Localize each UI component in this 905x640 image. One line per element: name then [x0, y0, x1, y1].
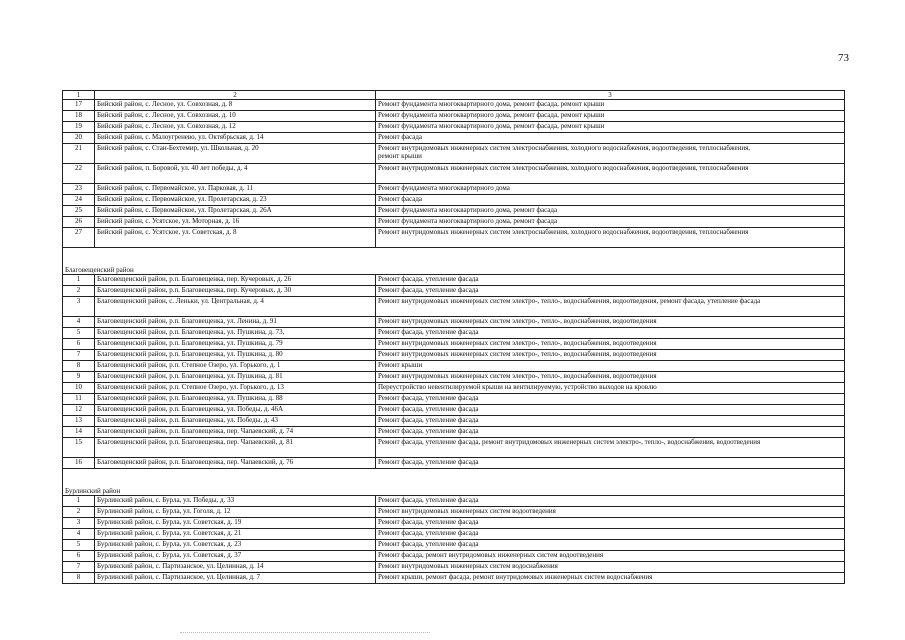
row-number: 16 [63, 458, 95, 469]
row-number: 7 [63, 562, 95, 573]
row-number: 25 [63, 206, 95, 217]
table-row [63, 184, 845, 195]
row-works [376, 286, 845, 297]
row-works [376, 317, 845, 328]
table-row [63, 228, 845, 248]
row-works [376, 383, 845, 394]
table-row [63, 438, 845, 458]
row-number: 12 [63, 405, 95, 416]
row-works-text: Ремонт внутридомовых инженерных систем электро-, тепло-, водоснабжения, водоотведения [378, 317, 657, 326]
row-works [376, 361, 845, 372]
row-address: Бурлинский район, с. Партизанское, ул. Целинная, д. 7 [95, 573, 376, 584]
row-address: Благовещенский район, р.п. Благовещенка, ул. Пушкина, д. 79 [95, 339, 376, 350]
row-number: 4 [63, 529, 95, 540]
row-works [376, 458, 845, 469]
row-works-text: Ремонт внутридомовых инженерных систем электроснабжения, холодного водоснабжения, водоотведения, теплоснабжения [378, 228, 749, 237]
row-works-text: Ремонт фундамента многоквартирного дома [378, 184, 510, 193]
table-row [63, 164, 845, 184]
row-works-text: Ремонт фасада, утепление фасада [378, 286, 479, 295]
row-address: Благовещенский район, с. Леньки, ул. Центральная, д. 4 [95, 297, 376, 317]
row-works [376, 551, 845, 562]
row-address: Благовещенский район, р.п. Благовещенка, ул. Пушкина, д. 81 [95, 372, 376, 383]
row-works-text: Ремонт фасада, утепление фасада, ремонт внутридомовых инженерных систем электро-, тепло-, водоснабжения, водоотведения [378, 438, 761, 447]
table-row [63, 361, 845, 372]
row-works-text: Ремонт внутридомовых инженерных систем электро-, тепло-, водоснабжения, водоотведения, ремонт фасада, утепление фасада [378, 297, 761, 306]
table-header-row [63, 91, 845, 100]
table-row [63, 551, 845, 562]
row-address: Бийский район, с. Лесное, ул. Совхозная, д. 12 [95, 122, 376, 133]
row-works-text: Ремонт крыши [378, 361, 423, 370]
table-row [63, 206, 845, 217]
row-works-text: Ремонт фундамента многоквартирного дома, ремонт фасада, ремонт крыши [378, 111, 605, 120]
row-works [376, 228, 845, 248]
row-number: 23 [63, 184, 95, 195]
row-address: Благовещенский район, р.п. Благовещенка, ул. Победы, д. 43 [95, 416, 376, 427]
row-works [376, 328, 845, 339]
row-works [376, 518, 845, 529]
row-works-text: Ремонт внутридомовых инженерных систем электроснабжения, холодного водоснабжения, водоотведения, теплоснабжения, [378, 144, 751, 153]
row-number: 19 [63, 122, 95, 133]
row-works-text: Ремонт внутридомовых инженерных систем водоотведения [378, 507, 556, 516]
header-col-number: 1 [63, 91, 95, 100]
row-works-text: Ремонт фасада, утепление фасада [378, 496, 479, 505]
row-works-text: Ремонт фасада, утепление фасада [378, 405, 479, 414]
row-number: 21 [63, 144, 95, 164]
table-row [63, 416, 845, 427]
row-number: 3 [63, 297, 95, 317]
row-address: Благовещенский район, р.п. Благовещенка, пер. Чапаевский, д. 81 [95, 438, 376, 458]
row-number: 11 [63, 394, 95, 405]
row-number: 1 [63, 275, 95, 286]
row-number: 9 [63, 372, 95, 383]
row-address: Бийский район, с. Первомайское, ул. Пролетарская, д. 26А [95, 206, 376, 217]
table-row [63, 286, 845, 297]
row-works [376, 405, 845, 416]
row-works-text: Ремонт фундамента многоквартирного дома, ремонт фасада [378, 206, 558, 215]
row-number: 14 [63, 427, 95, 438]
row-works-text: Ремонт внутридомовых инженерных систем электро-, тепло-, водоснабжения, водоотведения [378, 372, 657, 381]
table-row [63, 350, 845, 361]
row-works [376, 562, 845, 573]
row-address: Благовещенский район, р.п. Благовещенка, ул. Победы, д. 46А [95, 405, 376, 416]
row-number: 18 [63, 111, 95, 122]
table-row [63, 217, 845, 228]
row-number: 5 [63, 328, 95, 339]
row-number: 6 [63, 551, 95, 562]
row-address: Бийский район, с. Стан-Бехтемир, ул. Школьная, д. 20 [95, 144, 376, 164]
row-number: 2 [63, 507, 95, 518]
table-row [63, 562, 845, 573]
row-works [376, 339, 845, 350]
row-address: Бурлинский район, с. Партизанское, ул. Целинная, д. 14 [95, 562, 376, 573]
row-number: 7 [63, 350, 95, 361]
row-works [376, 275, 845, 286]
row-address: Бийский район, с. Первомайское, ул. Пролетарская, д. 23 [95, 195, 376, 206]
table-body [63, 91, 845, 584]
table-row [63, 405, 845, 416]
row-number: 8 [63, 361, 95, 372]
row-works-text: Ремонт фасада, утепление фасада [378, 529, 479, 538]
row-number: 27 [63, 228, 95, 248]
row-works-text: Ремонт фундамента многоквартирного дома, ремонт фасада, ремонт крыши [378, 100, 605, 109]
row-works-text: Ремонт внутридомовых инженерных систем водоснабжения [378, 562, 558, 571]
scan-artifact-line [180, 632, 430, 634]
table-row [63, 573, 845, 584]
row-address: Бийский район, п. Боровой, ул. 40 лет победы, д. 4 [95, 164, 376, 184]
row-works [376, 122, 845, 133]
table-row [63, 383, 845, 394]
row-address: Бийский район, с. Лесное, ул. Совхозная, д. 10 [95, 111, 376, 122]
row-works [376, 133, 845, 144]
table-row [63, 529, 845, 540]
table-row [63, 100, 845, 111]
row-works [376, 217, 845, 228]
row-number: 3 [63, 518, 95, 529]
row-works-text-continued: ремонт крыши [378, 152, 422, 161]
row-number: 22 [63, 164, 95, 184]
row-works-text: Ремонт фасада, утепление фасада [378, 458, 479, 467]
section-header-row [63, 469, 845, 496]
row-works-text: Ремонт фасада, утепление фасада [378, 394, 479, 403]
row-address: Бурлинский район, с. Бурла, ул. Советская, д. 23 [95, 540, 376, 551]
table-row [63, 339, 845, 350]
row-number: 4 [63, 317, 95, 328]
row-address: Благовещенский район, р.п. Степное Озеро, ул. Горького, д. 1 [95, 361, 376, 372]
row-works [376, 394, 845, 405]
table-row [63, 317, 845, 328]
row-works-text: Ремонт фасада, утепление фасада [378, 328, 479, 337]
row-address: Бурлинский район, с. Бурла, ул. Советская, д. 19 [95, 518, 376, 529]
table-row [63, 394, 845, 405]
row-works [376, 416, 845, 427]
row-number: 5 [63, 540, 95, 551]
header-col-works: 3 [376, 91, 845, 100]
row-number: 15 [63, 438, 95, 458]
table-row [63, 195, 845, 206]
table-row [63, 144, 845, 164]
row-works-text: Ремонт фасада, утепление фасада [378, 416, 479, 425]
row-address: Благовещенский район, р.п. Благовещенка, ул. Пушкина, д. 88 [95, 394, 376, 405]
section-title: Благовещенский район [63, 248, 845, 275]
row-number: 13 [63, 416, 95, 427]
table-row [63, 297, 845, 317]
row-works-text: Ремонт фундамента многоквартирного дома, ремонт фасада [378, 217, 558, 226]
row-address: Бурлинский район, с. Бурла, ул. Советская, д. 37 [95, 551, 376, 562]
row-address: Благовещенский район, р.п. Благовещенка, ул. Пушкина, д. 80 [95, 350, 376, 361]
row-works [376, 297, 845, 317]
row-address: Благовещенский район, р.п. Благовещенка, ул. Ленина, д. 91 [95, 317, 376, 328]
row-number: 8 [63, 573, 95, 584]
table-row [63, 458, 845, 469]
row-number: 20 [63, 133, 95, 144]
row-works-text: Ремонт фасада [378, 133, 423, 142]
row-works [376, 507, 845, 518]
row-works-text: Ремонт крыши, ремонт фасада, ремонт внутридомовых инженерных систем водоснабжения [378, 573, 653, 582]
row-works-text: Ремонт фундамента многоквартирного дома, ремонт фасада, ремонт крыши [378, 122, 605, 131]
row-works [376, 144, 845, 164]
row-works-text: Ремонт фасада, утепление фасада [378, 540, 479, 549]
table-row [63, 540, 845, 551]
row-works [376, 372, 845, 383]
row-works [376, 496, 845, 507]
table-row [63, 133, 845, 144]
row-address: Благовещенский район, р.п. Благовещенка, пер. Чапаевский, д. 76 [95, 458, 376, 469]
row-number: 24 [63, 195, 95, 206]
row-address: Бийский район, с. Усятское, ул. Моторная, д. 16 [95, 217, 376, 228]
row-number: 1 [63, 496, 95, 507]
row-works-text: Ремонт фасада, ремонт внутридомовых инженерных систем водоотведения [378, 551, 604, 560]
table-row [63, 427, 845, 438]
row-address: Благовещенский район, р.п. Благовещенка, ул. Пушкина, д. 73, [95, 328, 376, 339]
row-works [376, 573, 845, 584]
row-works [376, 427, 845, 438]
row-number: 26 [63, 217, 95, 228]
row-address: Бурлинский район, с. Бурла, ул. Советская, д. 21 [95, 529, 376, 540]
section-title: Бурлинский район [63, 469, 845, 496]
table-row [63, 518, 845, 529]
row-number: 17 [63, 100, 95, 111]
row-works-text: Ремонт внутридомовых инженерных систем электро-, тепло-, водоснабжения, водоотведения [378, 350, 657, 359]
row-works [376, 111, 845, 122]
row-works-text: Ремонт фасада, утепление фасада [378, 427, 479, 436]
row-works [376, 540, 845, 551]
table-row [63, 372, 845, 383]
row-works [376, 184, 845, 195]
table-row [63, 275, 845, 286]
repair-works-table [62, 90, 845, 584]
row-address: Благовещенский район, р.п. Благовещенка, пер. Кучеровых, д. 26 [95, 275, 376, 286]
row-address: Благовещенский район, р.п. Благовещенка, пер. Чапаевский, д. 74 [95, 427, 376, 438]
header-col-address: 2 [95, 91, 376, 100]
row-works [376, 100, 845, 111]
row-address: Благовещенский район, р.п. Степное Озеро, ул. Горького, д. 13 [95, 383, 376, 394]
row-works-text: Ремонт внутридомовых инженерных систем электроснабжения, холодного водоснабжения, водоотведения, теплоснабжения [378, 164, 749, 173]
row-works [376, 350, 845, 361]
row-address: Бийский район, с. Усятское, ул. Советская, д. 8 [95, 228, 376, 248]
row-works [376, 164, 845, 184]
table-row [63, 328, 845, 339]
row-address: Бурлинский район, с. Бурла, ул. Гоголя, д. 12 [95, 507, 376, 518]
row-works-text: Ремонт фасада, утепление фасада [378, 518, 479, 527]
row-address: Бийский район, с. Лесное, ул. Совхозная, д. 8 [95, 100, 376, 111]
row-works-text: Переустройство невентилируемой крыши на вентилируемую, устройство выходов на кровлю [378, 383, 657, 392]
row-address: Бурлинский район, с. Бурла, ул. Победы, д. 33 [95, 496, 376, 507]
row-works [376, 195, 845, 206]
page-number: 73 [838, 52, 849, 64]
row-works [376, 206, 845, 217]
section-header-row [63, 248, 845, 275]
row-works-text: Ремонт внутридомовых инженерных систем электро-, тепло-, водоснабжения, водоотведения [378, 339, 657, 348]
table-row [63, 122, 845, 133]
row-address: Благовещенский район, р.п. Благовещенка, пер. Кучеровых, д. 30 [95, 286, 376, 297]
table-row [63, 507, 845, 518]
row-works [376, 529, 845, 540]
row-address: Бийский район, с. Малоугренево, ул. Октябрьская, д. 14 [95, 133, 376, 144]
table-row [63, 496, 845, 507]
row-number: 2 [63, 286, 95, 297]
row-number: 10 [63, 383, 95, 394]
row-works-text: Ремонт фасада, утепление фасада [378, 275, 479, 284]
table-row [63, 111, 845, 122]
row-works-text: Ремонт фасада [378, 195, 423, 204]
row-number: 6 [63, 339, 95, 350]
row-works [376, 438, 845, 458]
row-address: Бийский район, с. Первомайское, ул. Парковая, д. 11 [95, 184, 376, 195]
